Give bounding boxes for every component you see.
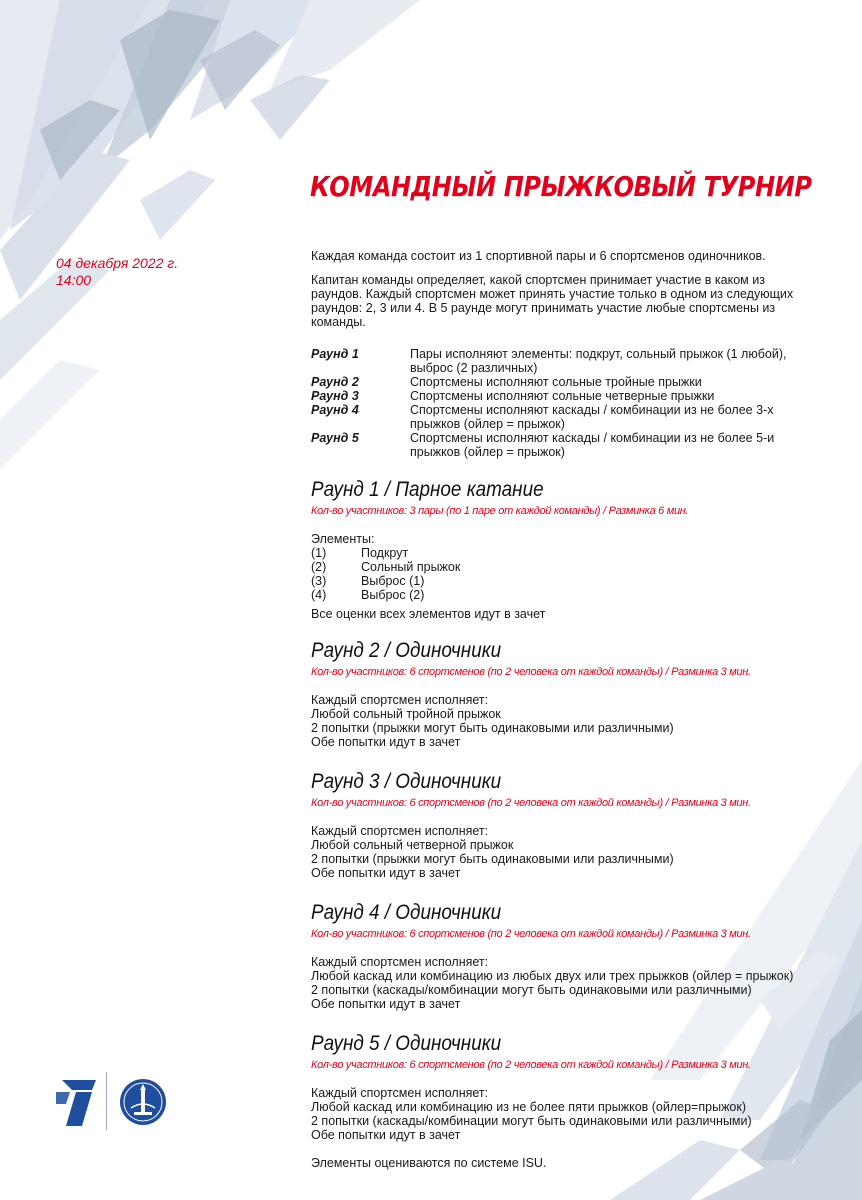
section-title: Раунд 5 / Одиночники — [311, 1032, 502, 1055]
round-label: Раунд 3 — [311, 389, 359, 403]
section-body — [311, 824, 811, 880]
element-number: (4) — [311, 588, 327, 602]
list-item — [311, 588, 811, 602]
section-subtitle: Кол-во участников: 6 спортсменов (по 2 человека от каждой команды) / Разминка 3 мин. — [311, 797, 751, 809]
round-label: Раунд 1 — [311, 347, 359, 361]
event-date: 04 декабря 2022 г. — [56, 255, 179, 271]
section-round-5 — [311, 1033, 811, 1170]
round-row — [311, 389, 811, 403]
element-number: (3) — [311, 574, 327, 588]
elements-label: Элементы: — [311, 532, 375, 546]
list-item — [311, 574, 811, 588]
round-description: Спортсмены исполняют сольные тройные прыжки — [410, 375, 702, 389]
section-subtitle: Кол-во участников: 6 спортсменов (по 2 человека от каждой команды) / Разминка 3 мин. — [311, 666, 751, 678]
federation-emblem-logo — [119, 1078, 167, 1126]
logo-divider — [106, 1072, 107, 1130]
element-name: Выброс (2) — [361, 588, 425, 602]
list-item — [311, 546, 811, 560]
rounds-overview — [311, 347, 811, 459]
event-datetime — [56, 255, 178, 289]
section-line: Любой каскад или комбинацию из не более пяти прыжков (ойлер=прыжок) — [311, 1100, 747, 1114]
section-round-1 — [311, 479, 811, 621]
round-row — [311, 347, 811, 375]
round-label: Раунд 4 — [311, 403, 359, 417]
section-body — [311, 955, 811, 1011]
section-title: Раунд 4 / Одиночники — [311, 901, 502, 924]
element-name: Выброс (1) — [361, 574, 425, 588]
section-line: 2 попытки (прыжки могут быть одинаковыми или различными) — [311, 852, 674, 866]
round-description: Спортсмены исполняют каскады / комбинации из не более 3-х прыжков (ойлер = прыжок) — [410, 403, 774, 431]
section-line: Любой сольный четверной прыжок — [311, 838, 514, 852]
section-line: Каждый спортсмен исполняет: — [311, 1086, 489, 1100]
section-body — [311, 693, 811, 749]
section-round-3 — [311, 771, 811, 880]
section-line: Обе попытки идут в зачет — [311, 997, 461, 1011]
section-line: Обе попытки идут в зачет — [311, 866, 461, 880]
section-round-2 — [311, 640, 811, 749]
section-line: 2 попытки (прыжки могут быть одинаковыми или различными) — [311, 721, 674, 735]
round-description: Пары исполняют элементы: подкрут, сольный прыжок (1 любой), выброс (2 различных) — [410, 347, 787, 375]
section-line: Каждый спортсмен исполняет: — [311, 824, 489, 838]
section-line: 2 попытки (каскады/комбинации могут быть одинаковыми или различными) — [311, 983, 752, 997]
elements-list — [311, 532, 811, 621]
element-number: (1) — [311, 546, 327, 560]
section-line: Каждый спортсмен исполняет: — [311, 693, 489, 707]
page-title: КОМАНДНЫЙ ПРЫЖКОВЫЙ ТУРНИР — [310, 170, 812, 203]
section-line: Обе попытки идут в зачет — [311, 735, 461, 749]
scoring-note: Элементы оцениваются по системе ISU. — [311, 1156, 547, 1170]
section-round-4 — [311, 902, 811, 1011]
section-line: Любой сольный тройной прыжок — [311, 707, 501, 721]
round-row — [311, 431, 811, 459]
element-name: Подкрут — [361, 546, 409, 560]
section-line: Обе попытки идут в зачет — [311, 1128, 461, 1142]
round-label: Раунд 2 — [311, 375, 359, 389]
section-line: Любой каскад или комбинацию из любых двух или трех прыжков (ойлер = прыжок) — [311, 969, 794, 983]
element-number: (2) — [311, 560, 327, 574]
round-description: Спортсмены исполняют сольные четверные прыжки — [410, 389, 715, 403]
section-body — [311, 1086, 811, 1142]
round-description: Спортсмены исполняют каскады / комбинации из не более 5-и прыжков (ойлер = прыжок) — [410, 431, 775, 459]
captain-rule: Капитан команды определяет, какой спортсмен принимает участие в каком из раундов. Каждый спортсмен может принять участие только в одном из следующих раундов: 2, 3 или 4. В 5 раунде могут принимать участие любые спортсмены из команды. — [311, 273, 794, 329]
section-title: Раунд 1 / Парное катание — [311, 478, 544, 501]
list-item — [311, 560, 811, 574]
team-composition: Каждая команда состоит из 1 спортивной пары и 6 спортсменов одиночников. — [311, 249, 766, 263]
section-title: Раунд 2 / Одиночники — [311, 639, 502, 662]
event-time: 14:00 — [56, 272, 92, 288]
section-subtitle: Кол-во участников: 6 спортсменов (по 2 человека от каждой команды) / Разминка 3 мин. — [311, 928, 751, 940]
section-subtitle: Кол-во участников: 3 пары (по 1 паре от каждой команды) / Разминка 6 мин. — [311, 505, 689, 517]
section-line: Каждый спортсмен исполняет: — [311, 955, 489, 969]
section-note: Все оценки всех элементов идут в зачет — [311, 607, 546, 621]
section-title: Раунд 3 / Одиночники — [311, 770, 502, 793]
section-subtitle: Кол-во участников: 6 спортсменов (по 2 человека от каждой команды) / Разминка 3 мин. — [311, 1059, 751, 1071]
section-line: 2 попытки (каскады/комбинации могут быть одинаковыми или различными) — [311, 1114, 752, 1128]
round-row — [311, 403, 811, 431]
main-text — [311, 249, 811, 1170]
round-label: Раунд 5 — [311, 431, 359, 445]
channel-one-logo — [56, 1078, 98, 1128]
element-name: Сольный прыжок — [361, 560, 461, 574]
round-row — [311, 375, 811, 389]
